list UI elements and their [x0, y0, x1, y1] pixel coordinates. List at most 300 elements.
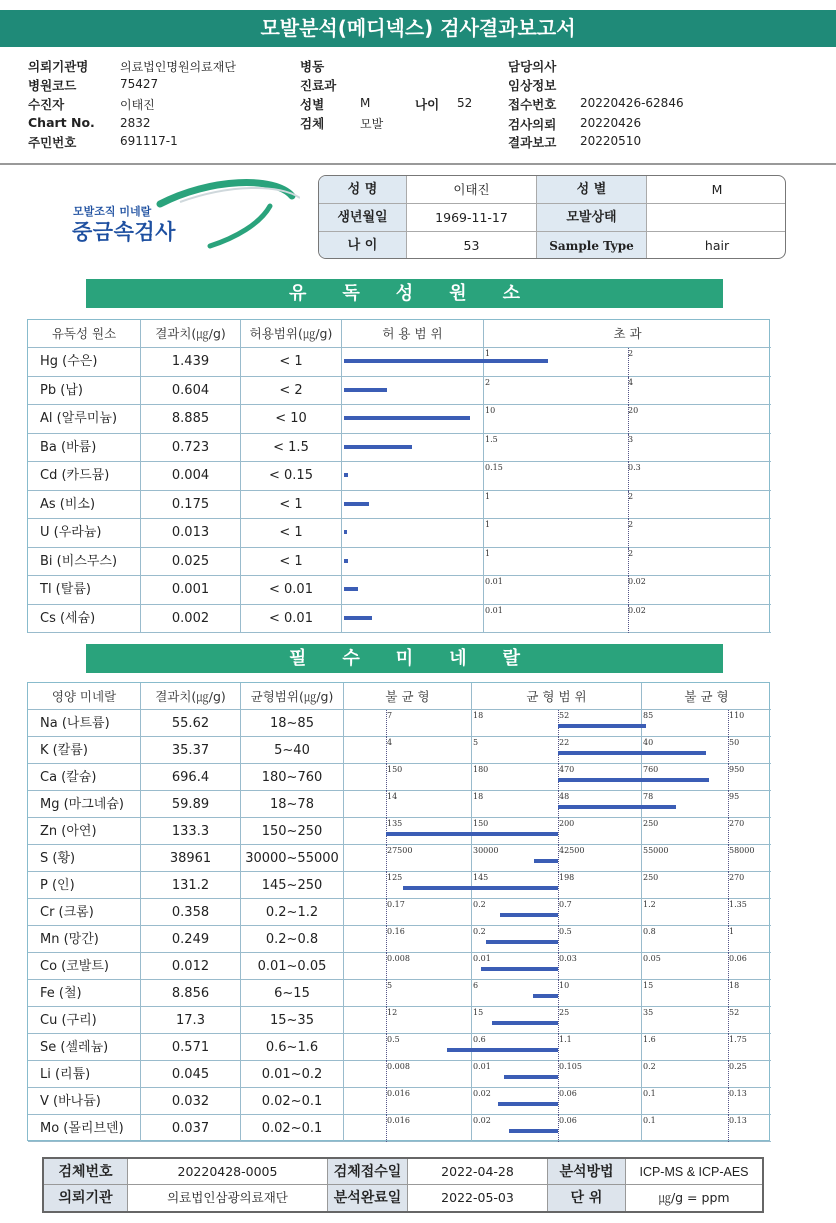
toxic-tick: 3 [628, 434, 634, 444]
logo-subtitle: 모발조직 미네랄 [73, 205, 152, 218]
toxic-col-header: 유독성 원소 [28, 320, 141, 348]
mineral-value-bar [486, 940, 558, 944]
toxic-row-name: Ba (바륨) [28, 434, 141, 463]
header-label: Chart No. [28, 115, 95, 130]
mineral-tick: 760 [643, 765, 659, 774]
toxic-row-range: < 1 [241, 548, 342, 577]
mineral-tick: 198 [559, 873, 575, 882]
toxic-row-name: As (비소) [28, 491, 141, 520]
mineral-tick: 1 [729, 927, 735, 936]
header-value: 모발 [360, 117, 384, 131]
mineral-row-name: Mg (마그네슘) [28, 791, 141, 818]
mineral-dotted-line [558, 845, 559, 872]
analysis-footer [42, 1157, 764, 1213]
mineral-row-high-cell [642, 980, 771, 1007]
mineral-row-value: 0.037 [141, 1115, 241, 1142]
mineral-row-value: 35.37 [141, 737, 241, 764]
mineral-value-bar [558, 724, 646, 728]
patient-sex-label: 성 별 [537, 176, 647, 204]
mineral-row-name: Ca (칼슘) [28, 764, 141, 791]
mineral-tick: 15 [473, 1008, 484, 1017]
header-value: 20220426 [580, 116, 642, 130]
mineral-row-name: Li (리튬) [28, 1061, 141, 1088]
mineral-row-range: 15~35 [241, 1007, 344, 1034]
mineral-row-value: 38961 [141, 845, 241, 872]
header-divider [0, 163, 836, 165]
banner-char: 필 [289, 648, 307, 669]
mineral-row-name: Na (나트륨) [28, 710, 141, 737]
toxic-row-range: < 2 [241, 377, 342, 406]
mineral-tick: 6 [473, 981, 479, 990]
toxic-value-bar [344, 473, 348, 477]
mineral-row-value: 0.012 [141, 953, 241, 980]
toxic-dotted-line [628, 405, 629, 434]
mineral-row-high-cell [642, 1115, 771, 1142]
header-label: 임상정보 [508, 78, 557, 93]
header-value: 52 [457, 96, 473, 110]
mineral-tick: 135 [387, 819, 403, 828]
mineral-tick: 0.06 [729, 954, 747, 963]
toxic-row-range: < 0.01 [241, 576, 342, 605]
header-value: 이태진 [120, 98, 155, 112]
mineral-col-header: 불 균 형 [344, 683, 472, 710]
mineral-row-range: 18~85 [241, 710, 344, 737]
mineral-row-range: 6~15 [241, 980, 344, 1007]
toxic-row-name: U (우라늄) [28, 519, 141, 548]
mineral-tick: 58000 [729, 846, 755, 855]
mineral-tick: 110 [729, 711, 745, 720]
mineral-row-high-cell [642, 1034, 771, 1061]
mineral-tick: 250 [643, 819, 659, 828]
mineral-tick: 18 [729, 981, 740, 990]
mineral-value-bar [558, 805, 676, 809]
mineral-tick: 1.2 [643, 900, 656, 909]
toxic-row-allow-cell [342, 519, 484, 548]
mineral-dotted-line [558, 1088, 559, 1115]
mineral-dotted-line [728, 737, 729, 764]
banner-char: 성 [395, 283, 414, 304]
toxic-dotted-line [628, 377, 629, 406]
mineral-row-high-cell [642, 1061, 771, 1088]
mineral-dotted-line [386, 791, 387, 818]
banner-char: 수 [342, 648, 360, 669]
toxic-col-header: 결과치(㎍/g) [141, 320, 241, 348]
mineral-row-high-cell [642, 818, 771, 845]
toxic-value-bar [344, 530, 347, 534]
mineral-row-high-cell [642, 1007, 771, 1034]
mineral-dotted-line [386, 1007, 387, 1034]
mineral-tick: 0.16 [387, 927, 405, 936]
toxic-dotted-line [628, 462, 629, 491]
banner-char: 원 [449, 283, 467, 304]
toxic-row-range: < 10 [241, 405, 342, 434]
toxic-tick: 1 [485, 548, 491, 558]
mineral-row-range: 0.01~0.2 [241, 1061, 344, 1088]
mineral-tick: 0.2 [473, 927, 486, 936]
toxic-value-bar [344, 616, 372, 620]
banner-char: 미 [395, 648, 414, 669]
toxic-value-bar [344, 559, 348, 563]
mineral-tick: 1.75 [729, 1035, 747, 1044]
mineral-row-high-cell [642, 953, 771, 980]
mineral-dotted-line [558, 818, 559, 845]
mineral-value-bar [500, 913, 558, 917]
mineral-row-low-cell [344, 980, 472, 1007]
mineral-dotted-line [728, 818, 729, 845]
toxic-row-value: 0.004 [141, 462, 241, 491]
toxic-tick: 2 [628, 491, 634, 501]
mineral-row-range: 150~250 [241, 818, 344, 845]
mineral-tick: 25 [559, 1008, 570, 1017]
mineral-tick: 18 [473, 792, 484, 801]
patient-dob-label: 생년월일 [319, 204, 407, 232]
mineral-value-bar [509, 1129, 558, 1133]
toxic-elements-table [27, 319, 770, 633]
mineral-row-low-cell [344, 737, 472, 764]
mineral-row-value: 0.249 [141, 926, 241, 953]
mineral-tick: 0.008 [387, 954, 410, 963]
mineral-tick: 7 [387, 711, 393, 720]
mineral-tick: 1.1 [559, 1035, 572, 1044]
mineral-tick: 0.1 [643, 1116, 656, 1125]
banner-char: 랄 [502, 648, 520, 669]
toxic-row-value: 0.002 [141, 605, 241, 634]
toxic-row-name: Cs (세슘) [28, 605, 141, 634]
method: ICP-MS & ICP-AES [626, 1159, 762, 1185]
mineral-row-value: 55.62 [141, 710, 241, 737]
patient-age-label: 나 이 [319, 232, 407, 259]
mineral-row-range: 0.2~0.8 [241, 926, 344, 953]
mineral-tick: 14 [387, 792, 398, 801]
mineral-tick: 145 [473, 873, 489, 882]
logo-title: 중금속검사 [72, 220, 176, 244]
sample-type-label: Sample Type [537, 232, 647, 259]
toxic-dotted-line [628, 434, 629, 463]
toxic-row-name: Tl (탈륨) [28, 576, 141, 605]
mineral-dotted-line [386, 926, 387, 953]
mineral-dotted-line [558, 1115, 559, 1142]
mineral-dotted-line [386, 737, 387, 764]
toxic-col-header: 허 용 범 위 [342, 320, 484, 348]
mineral-tick: 180 [473, 765, 489, 774]
mineral-tick: 0.02 [473, 1116, 491, 1125]
toxic-value-bar [344, 388, 387, 392]
mineral-tick: 48 [559, 792, 570, 801]
mineral-tick: 0.25 [729, 1062, 747, 1071]
mineral-dotted-line [386, 953, 387, 980]
header-label: 담당의사 [508, 59, 557, 74]
mineral-tick: 95 [729, 792, 740, 801]
mineral-dotted-line [386, 1061, 387, 1088]
header-label: 성별 [300, 97, 325, 112]
toxic-value-bar [344, 587, 358, 591]
toxic-row-value: 0.013 [141, 519, 241, 548]
mineral-tick: 0.06 [559, 1116, 577, 1125]
mineral-tick: 4 [387, 738, 393, 747]
essential-minerals-table [27, 682, 770, 1141]
toxic-tick: 0.3 [628, 463, 641, 472]
mineral-row-high-cell [642, 1088, 771, 1115]
banner-char: 독 [342, 283, 360, 304]
toxic-elements-banner [86, 279, 723, 308]
mineral-row-value: 0.571 [141, 1034, 241, 1061]
mineral-dotted-line [728, 1007, 729, 1034]
method-label: 분석방법 [548, 1159, 626, 1185]
mineral-dotted-line [558, 953, 559, 980]
toxic-dotted-line [628, 519, 629, 548]
toxic-row-name: Hg (수은) [28, 348, 141, 377]
mineral-tick: 0.03 [559, 954, 577, 963]
mineral-tick: 0.06 [559, 1089, 577, 1098]
mineral-tick: 40 [643, 738, 654, 747]
mineral-row-name: Fe (철) [28, 980, 141, 1007]
mineral-tick: 0.016 [387, 1116, 410, 1125]
mineral-tick: 12 [387, 1008, 398, 1017]
mineral-row-name: Cr (크롬) [28, 899, 141, 926]
mineral-value-bar [447, 1048, 558, 1052]
mineral-value-bar [558, 778, 709, 782]
mineral-row-value: 0.045 [141, 1061, 241, 1088]
mineral-dotted-line [558, 1061, 559, 1088]
mineral-tick: 0.105 [559, 1062, 582, 1071]
header-label: 수진자 [28, 97, 65, 112]
toxic-row-name: Bi (비스무스) [28, 548, 141, 577]
toxic-value-bar [344, 416, 470, 420]
mineral-tick: 0.1 [643, 1089, 656, 1098]
banner-char: 소 [502, 283, 520, 304]
mineral-row-range: 0.02~0.1 [241, 1088, 344, 1115]
mineral-tick: 0.008 [387, 1062, 410, 1071]
mineral-dotted-line [558, 926, 559, 953]
mineral-row-value: 133.3 [141, 818, 241, 845]
mineral-tick: 150 [387, 765, 403, 774]
toxic-row-value: 0.723 [141, 434, 241, 463]
mineral-dotted-line [558, 899, 559, 926]
unit: ㎍/g = ppm [658, 1190, 730, 1205]
toxic-row-name: Cd (카드뮴) [28, 462, 141, 491]
toxic-value-bar [344, 359, 548, 363]
mineral-col-header: 영양 미네랄 [28, 683, 141, 710]
mineral-tick: 35 [643, 1008, 654, 1017]
toxic-value-bar [344, 445, 412, 449]
toxic-row-allow-cell [342, 576, 484, 605]
mineral-row-value: 59.89 [141, 791, 241, 818]
mineral-tick: 0.02 [473, 1089, 491, 1098]
mineral-col-header: 균 형 범 위 [472, 683, 642, 710]
mineral-row-value: 17.3 [141, 1007, 241, 1034]
mineral-dotted-line [386, 980, 387, 1007]
toxic-dotted-line [628, 576, 629, 605]
mineral-tick: 1.6 [643, 1035, 656, 1044]
toxic-dotted-line [628, 605, 629, 634]
toxic-value-bar [344, 502, 369, 506]
toxic-tick: 4 [628, 377, 634, 387]
toxic-tick: 0.02 [628, 577, 646, 586]
mineral-row-range: 30000~55000 [241, 845, 344, 872]
mineral-value-bar [504, 1075, 558, 1079]
report-title: 모발분석(메디넥스) 검사결과보고서 [0, 10, 836, 47]
mineral-row-low-cell [344, 764, 472, 791]
mineral-row-low-cell [344, 899, 472, 926]
essential-minerals-banner [86, 644, 723, 673]
report-header [0, 52, 836, 164]
toxic-tick: 2 [485, 377, 491, 387]
header-label: 진료과 [300, 78, 337, 93]
mineral-tick: 15 [643, 981, 654, 990]
toxic-dotted-line [628, 348, 629, 377]
mineral-tick: 27500 [387, 846, 413, 855]
patient-sex: M [647, 176, 786, 204]
mineral-row-range: 180~760 [241, 764, 344, 791]
mineral-tick: 5 [473, 738, 479, 747]
mineral-dotted-line [386, 710, 387, 737]
toxic-tick: 1 [485, 520, 491, 529]
specimen-no-label: 검체번호 [44, 1159, 128, 1185]
mineral-tick: 0.7 [559, 900, 572, 909]
toxic-col-header: 허용범위(㎍/g) [241, 320, 342, 348]
toxic-tick: 2 [628, 520, 634, 529]
mineral-dotted-line [558, 1007, 559, 1034]
mineral-row-value: 8.856 [141, 980, 241, 1007]
mineral-row-range: 0.6~1.6 [241, 1034, 344, 1061]
header-value: 20220426-62846 [580, 96, 684, 110]
mineral-tick: 0.6 [473, 1035, 486, 1044]
mineral-dotted-line [728, 1115, 729, 1142]
toxic-row-value: 0.001 [141, 576, 241, 605]
mineral-row-range: 18~78 [241, 791, 344, 818]
patient-age: 53 [407, 232, 537, 259]
mineral-tick: 0.17 [387, 900, 405, 909]
mineral-value-bar [403, 886, 558, 890]
mineral-dotted-line [386, 1034, 387, 1061]
mineral-tick: 270 [729, 873, 745, 882]
toxic-tick: 0.01 [485, 605, 503, 615]
toxic-col-header: 초 과 [484, 320, 771, 348]
mineral-value-bar [533, 994, 558, 998]
mineral-row-low-cell [344, 1007, 472, 1034]
mineral-dotted-line [728, 1034, 729, 1061]
mineral-row-low-cell [344, 791, 472, 818]
done-date: 2022-05-03 [408, 1185, 548, 1211]
toxic-dotted-line [628, 548, 629, 577]
mineral-tick: 0.13 [729, 1116, 747, 1125]
mineral-dotted-line [728, 980, 729, 1007]
mineral-row-value: 131.2 [141, 872, 241, 899]
mineral-tick: 22 [559, 738, 570, 747]
toxic-tick: 2 [628, 349, 634, 358]
toxic-row-range: < 0.15 [241, 462, 342, 491]
toxic-row-name: Pb (납) [28, 377, 141, 406]
mineral-tick: 52 [559, 711, 570, 720]
mineral-row-name: Mn (망간) [28, 926, 141, 953]
mineral-dotted-line [728, 926, 729, 953]
mineral-row-value: 0.032 [141, 1088, 241, 1115]
toxic-row-allow-cell [342, 548, 484, 577]
mineral-tick: 30000 [473, 846, 499, 855]
mineral-dotted-line [728, 845, 729, 872]
received-date-label: 검체접수일 [328, 1159, 408, 1185]
mineral-row-name: K (칼륨) [28, 737, 141, 764]
toxic-dotted-line [628, 491, 629, 520]
mineral-col-header: 불 균 형 [642, 683, 771, 710]
mineral-row-range: 0.2~1.2 [241, 899, 344, 926]
toxic-tick: 1.5 [485, 434, 498, 444]
patient-info-box [318, 175, 786, 259]
mineral-dotted-line [386, 1115, 387, 1142]
mineral-tick: 950 [729, 765, 745, 774]
banner-char: 네 [449, 648, 467, 669]
toxic-tick: 0.01 [485, 577, 503, 586]
mineral-tick: 50 [729, 738, 740, 747]
header-label: 접수번호 [508, 97, 557, 112]
toxic-tick: 1 [485, 491, 491, 501]
mineral-row-low-cell [344, 710, 472, 737]
toxic-row-value: 1.439 [141, 348, 241, 377]
mineral-row-name: S (황) [28, 845, 141, 872]
mineral-row-name: Cu (구리) [28, 1007, 141, 1034]
toxic-row-value: 0.025 [141, 548, 241, 577]
mineral-row-name: Co (코발트) [28, 953, 141, 980]
header-label: 주민번호 [28, 135, 77, 150]
header-value: M [360, 96, 371, 110]
mineral-tick: 18 [473, 711, 484, 720]
mineral-row-name: V (바나듐) [28, 1088, 141, 1115]
received-date: 2022-04-28 [408, 1159, 548, 1185]
toxic-tick: 0.15 [485, 463, 503, 472]
mineral-tick: 0.13 [729, 1089, 747, 1098]
mineral-dotted-line [558, 872, 559, 899]
mineral-row-range: 5~40 [241, 737, 344, 764]
mineral-row-high-cell [642, 872, 771, 899]
mineral-tick: 0.01 [473, 954, 491, 963]
mineral-dotted-line [386, 1088, 387, 1115]
toxic-row-range: < 1.5 [241, 434, 342, 463]
mineral-tick: 78 [643, 792, 654, 801]
toxic-tick: 0.02 [628, 605, 646, 615]
mineral-tick: 0.8 [643, 927, 656, 936]
mineral-row-name: P (인) [28, 872, 141, 899]
mineral-row-low-cell [344, 926, 472, 953]
mineral-value-bar [534, 859, 558, 863]
patient-dob: 1969-11-17 [407, 204, 537, 232]
header-label: 병동 [300, 59, 325, 74]
mineral-dotted-line [386, 845, 387, 872]
mineral-row-range: 0.01~0.05 [241, 953, 344, 980]
header-value: 20220510 [580, 134, 642, 148]
mineral-col-header: 결과치(㎍/g) [141, 683, 241, 710]
patient-name: 이태진 [407, 176, 537, 204]
mineral-tick: 5 [387, 981, 393, 990]
mineral-dotted-line [728, 710, 729, 737]
mineral-value-bar [498, 1102, 558, 1106]
mineral-value-bar [558, 751, 706, 755]
mineral-dotted-line [728, 953, 729, 980]
org: 의료법인삼광의료재단 [128, 1185, 328, 1211]
header-label: 나이 [415, 97, 440, 112]
header-label: 의뢰기관명 [28, 59, 89, 74]
toxic-row-value: 8.885 [141, 405, 241, 434]
mineral-tick: 270 [729, 819, 745, 828]
mineral-tick: 0.05 [643, 954, 661, 963]
toxic-tick: 10 [485, 406, 496, 415]
mineral-row-high-cell [642, 899, 771, 926]
toxic-tick: 20 [628, 406, 639, 415]
header-value: 75427 [120, 77, 159, 91]
mineral-tick: 470 [559, 765, 575, 774]
mineral-tick: 42500 [559, 846, 585, 855]
mineral-dotted-line [728, 899, 729, 926]
mineral-value-bar [386, 832, 558, 836]
